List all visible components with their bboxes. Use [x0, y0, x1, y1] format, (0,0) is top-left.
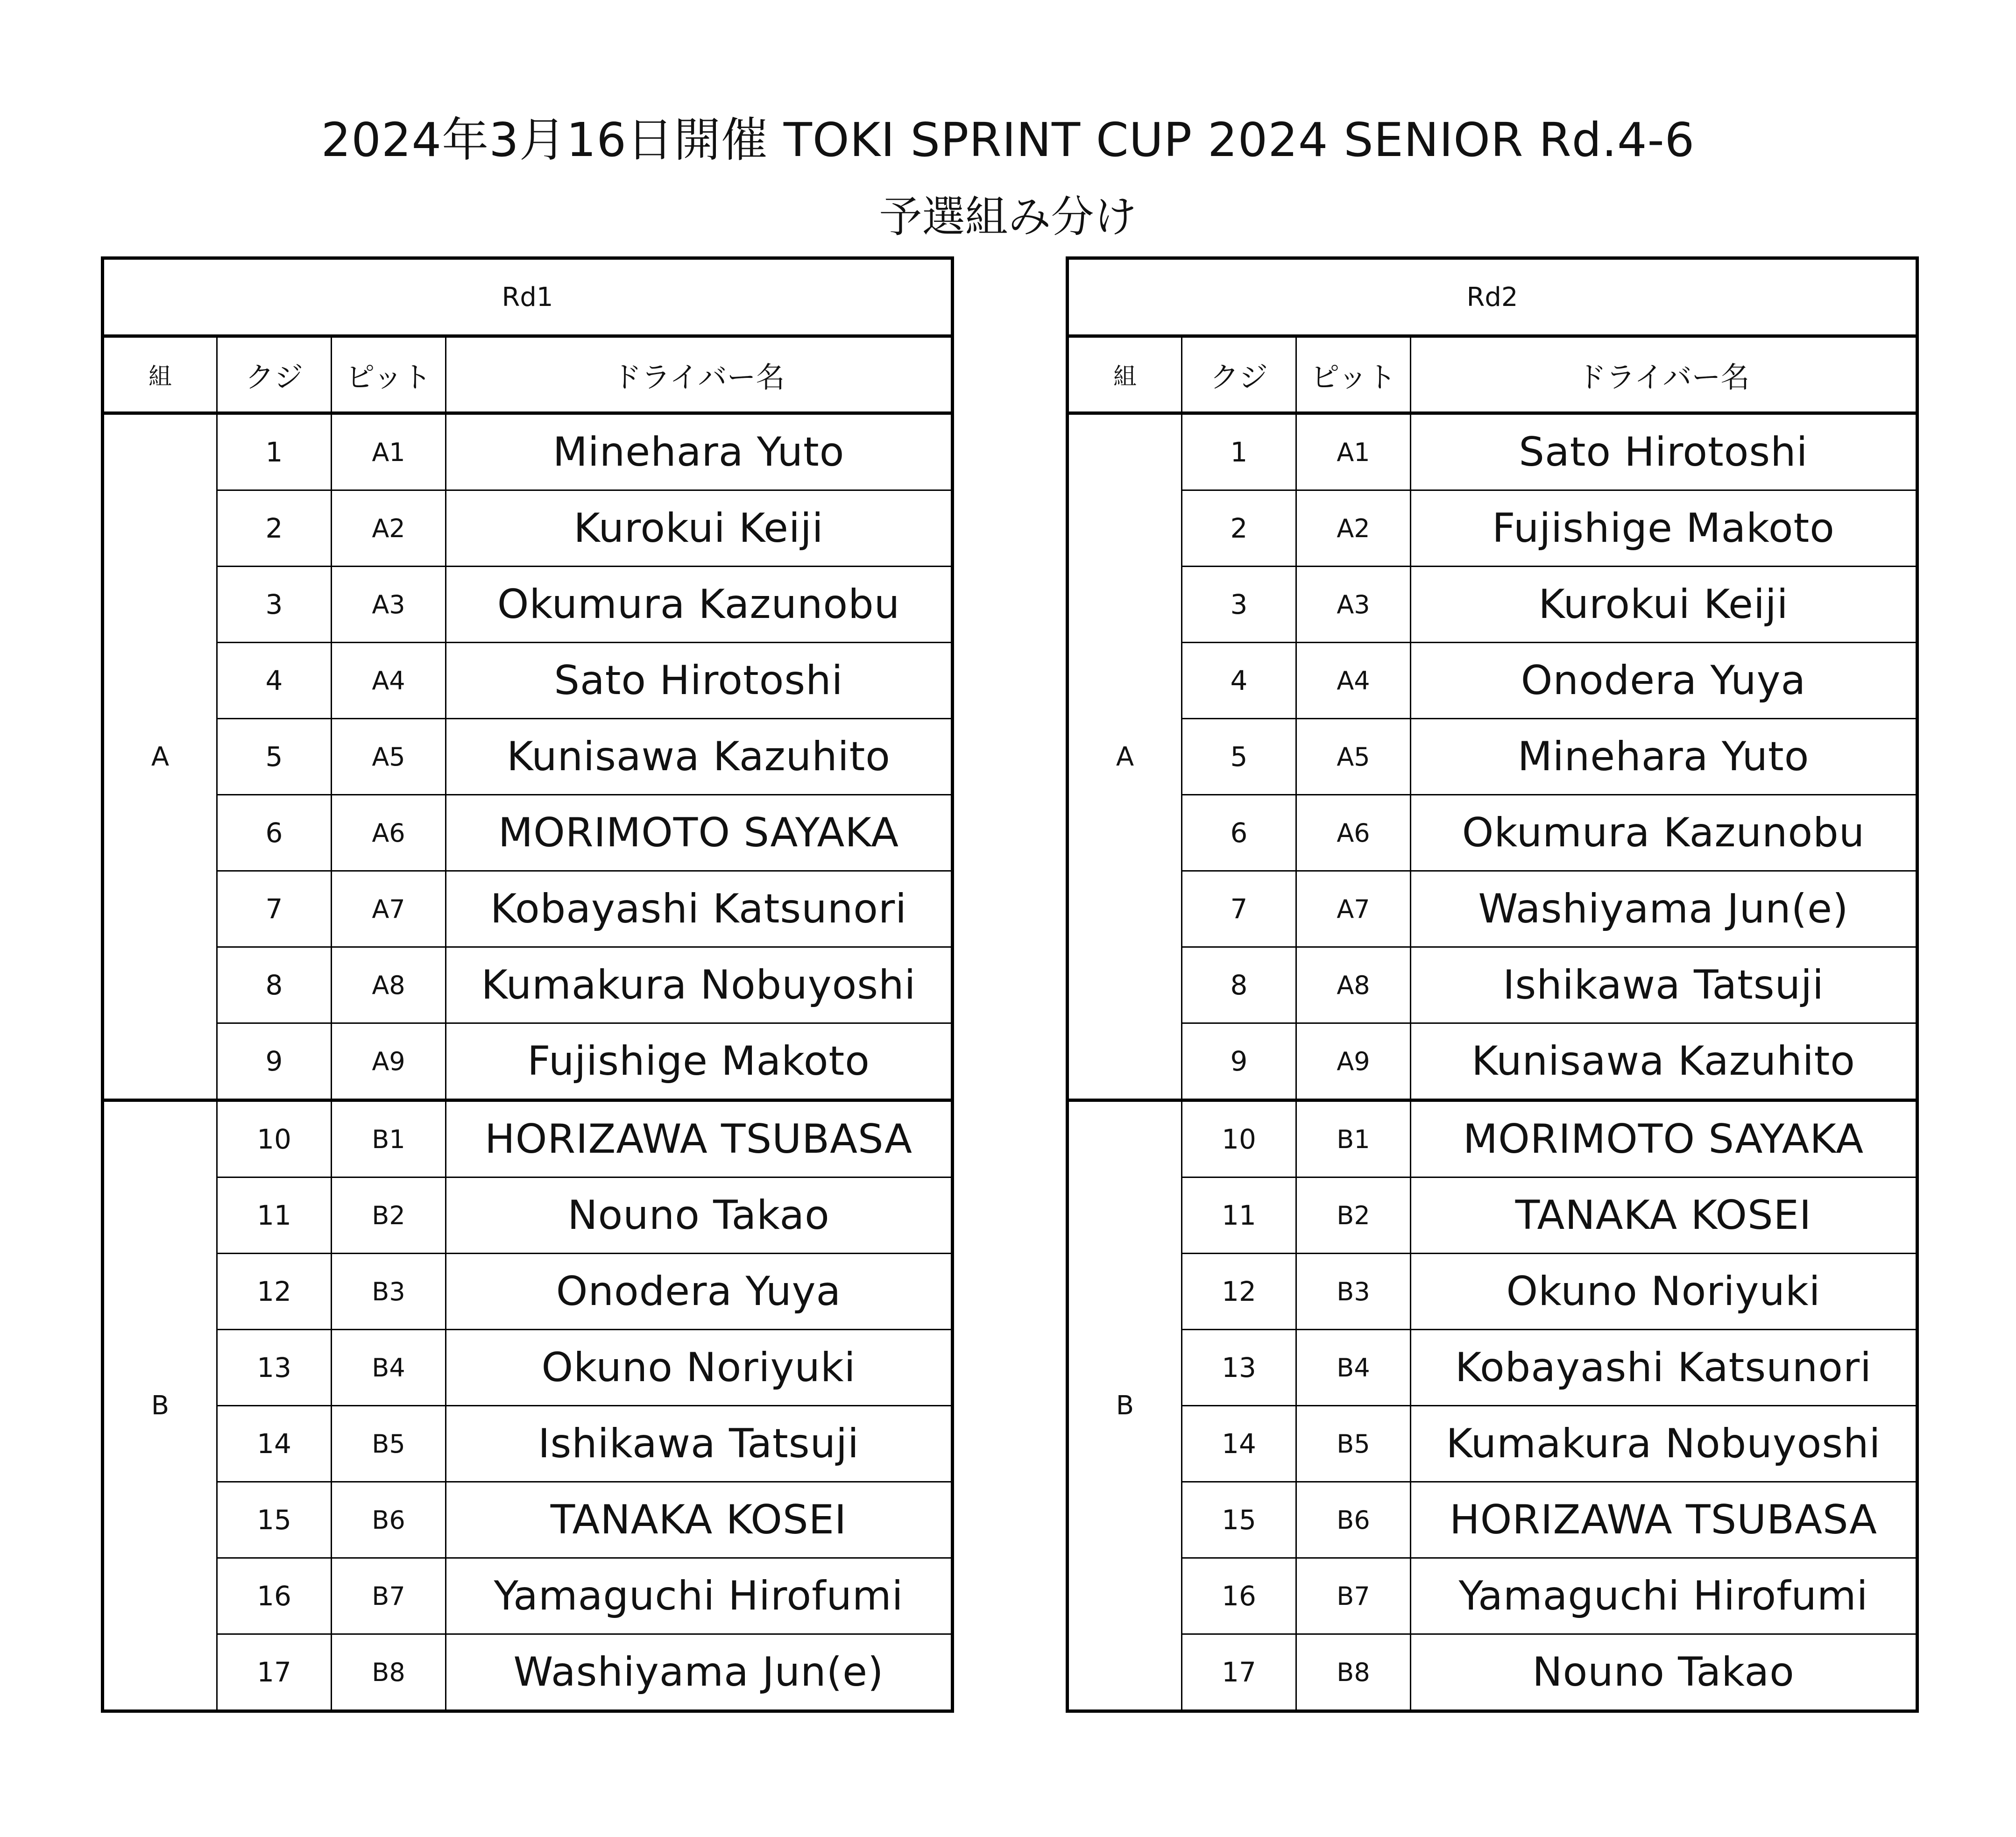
- table-row: [103, 1406, 953, 1482]
- pit-cell: A5: [1296, 719, 1411, 795]
- group-label: A: [103, 413, 217, 1100]
- driver-name-cell: Nouno Takao: [446, 1177, 953, 1254]
- kuji-cell: 10: [217, 1100, 332, 1177]
- driver-name-cell: Okuno Noriyuki: [1411, 1254, 1917, 1330]
- column-header-row: [1068, 336, 1917, 413]
- kuji-cell: 11: [217, 1177, 332, 1254]
- driver-name-cell: Fujishige Makoto: [1411, 490, 1917, 567]
- pit-cell: A7: [332, 871, 446, 947]
- table-row: [103, 947, 953, 1023]
- kuji-cell: 7: [1182, 871, 1296, 947]
- driver-name-cell: Minehara Yuto: [446, 413, 953, 490]
- table-row: [103, 567, 953, 643]
- kuji-cell: 14: [217, 1406, 332, 1482]
- kuji-cell: 17: [217, 1634, 332, 1711]
- table-row: [1068, 795, 1917, 871]
- pit-cell: B4: [1296, 1330, 1411, 1406]
- pit-cell: A4: [332, 643, 446, 719]
- pit-cell: B4: [332, 1330, 446, 1406]
- pit-cell: A6: [332, 795, 446, 871]
- table-row: [103, 1023, 953, 1100]
- kuji-cell: 6: [217, 795, 332, 871]
- table-row: [103, 1634, 953, 1711]
- round-header-row: [1068, 258, 1917, 336]
- table-row: [1068, 1023, 1917, 1100]
- pit-cell: B5: [332, 1406, 446, 1482]
- driver-name-cell: TANAKA KOSEI: [1411, 1177, 1917, 1254]
- driver-name-cell: Washiyama Jun(e): [1411, 871, 1917, 947]
- pit-cell: A3: [332, 567, 446, 643]
- table-row: [103, 1100, 953, 1177]
- kuji-cell: 16: [217, 1558, 332, 1634]
- kuji-cell: 9: [1182, 1023, 1296, 1100]
- kuji-cell: 1: [217, 413, 332, 490]
- kuji-cell: 10: [1182, 1100, 1296, 1177]
- pit-cell: B2: [1296, 1177, 1411, 1254]
- table-row: [1068, 1254, 1917, 1330]
- driver-name-cell: Kunisawa Kazuhito: [1411, 1023, 1917, 1100]
- page-title: 2024年3月16日開催 TOKI SPRINT CUP 2024 SENIOR Rd.4-6: [321, 113, 1695, 167]
- table-row: [1068, 643, 1917, 719]
- kuji-cell: 13: [1182, 1330, 1296, 1406]
- table-row: [103, 719, 953, 795]
- table-row: [103, 1254, 953, 1330]
- column-header-kuji: クジ: [1182, 336, 1296, 413]
- kuji-cell: 8: [1182, 947, 1296, 1023]
- pit-cell: A2: [1296, 490, 1411, 567]
- table-row: [103, 795, 953, 871]
- driver-name-cell: HORIZAWA TSUBASA: [446, 1100, 953, 1177]
- kuji-cell: 9: [217, 1023, 332, 1100]
- driver-name-cell: Okumura Kazunobu: [1411, 795, 1917, 871]
- pit-cell: A2: [332, 490, 446, 567]
- pit-cell: B7: [332, 1558, 446, 1634]
- driver-name-cell: Minehara Yuto: [1411, 719, 1917, 795]
- column-header-row: [103, 336, 953, 413]
- pit-cell: B7: [1296, 1558, 1411, 1634]
- driver-name-cell: Kobayashi Katsunori: [446, 871, 953, 947]
- driver-name-cell: Ishikawa Tatsuji: [1411, 947, 1917, 1023]
- column-header-driver: ドライバー名: [1411, 336, 1917, 413]
- table-row: [1068, 1634, 1917, 1711]
- kuji-cell: 4: [1182, 643, 1296, 719]
- table-row: [103, 413, 953, 490]
- pit-cell: A4: [1296, 643, 1411, 719]
- pit-cell: A1: [1296, 413, 1411, 490]
- round-table-rd1: [101, 256, 954, 1713]
- group-label: B: [103, 1100, 217, 1711]
- kuji-cell: 13: [217, 1330, 332, 1406]
- round-header-row: [103, 258, 953, 336]
- driver-name-cell: Okumura Kazunobu: [446, 567, 953, 643]
- kuji-cell: 14: [1182, 1406, 1296, 1482]
- pit-cell: B1: [332, 1100, 446, 1177]
- column-header-group: 組: [1068, 336, 1182, 413]
- table-row: [103, 871, 953, 947]
- table-row: [1068, 1406, 1917, 1482]
- driver-name-cell: Yamaguchi Hirofumi: [1411, 1558, 1917, 1634]
- column-header-pit: ピット: [332, 336, 446, 413]
- column-header-kuji: クジ: [217, 336, 332, 413]
- kuji-cell: 6: [1182, 795, 1296, 871]
- kuji-cell: 2: [217, 490, 332, 567]
- pit-cell: B3: [332, 1254, 446, 1330]
- pit-cell: A3: [1296, 567, 1411, 643]
- driver-name-cell: Washiyama Jun(e): [446, 1634, 953, 1711]
- table-row: [1068, 567, 1917, 643]
- driver-name-cell: Yamaguchi Hirofumi: [446, 1558, 953, 1634]
- table-row: [1068, 719, 1917, 795]
- pit-cell: A5: [332, 719, 446, 795]
- driver-name-cell: Kunisawa Kazuhito: [446, 719, 953, 795]
- driver-name-cell: Okuno Noriyuki: [446, 1330, 953, 1406]
- driver-name-cell: Kobayashi Katsunori: [1411, 1330, 1917, 1406]
- table-row: [103, 1482, 953, 1558]
- round-label: Rd1: [103, 258, 953, 336]
- kuji-cell: 3: [217, 567, 332, 643]
- pit-cell: B3: [1296, 1254, 1411, 1330]
- table-row: [1068, 947, 1917, 1023]
- driver-name-cell: Nouno Takao: [1411, 1634, 1917, 1711]
- pit-cell: B6: [332, 1482, 446, 1558]
- table-row: [1068, 1558, 1917, 1634]
- kuji-cell: 16: [1182, 1558, 1296, 1634]
- kuji-cell: 15: [1182, 1482, 1296, 1558]
- table-row: [1068, 490, 1917, 567]
- driver-name-cell: Kumakura Nobuyoshi: [1411, 1406, 1917, 1482]
- group-label: A: [1068, 413, 1182, 1100]
- pit-cell: A9: [332, 1023, 446, 1100]
- kuji-cell: 12: [1182, 1254, 1296, 1330]
- column-header-group: 組: [103, 336, 217, 413]
- driver-name-cell: MORIMOTO SAYAKA: [446, 795, 953, 871]
- driver-name-cell: Kurokui Keiji: [446, 490, 953, 567]
- group-label: B: [1068, 1100, 1182, 1711]
- pit-cell: B2: [332, 1177, 446, 1254]
- table-row: [1068, 413, 1917, 490]
- driver-name-cell: Sato Hirotoshi: [1411, 413, 1917, 490]
- pit-cell: B1: [1296, 1100, 1411, 1177]
- table-row: [103, 490, 953, 567]
- table-row: [103, 1330, 953, 1406]
- driver-name-cell: Onodera Yuya: [1411, 643, 1917, 719]
- column-header-pit: ピット: [1296, 336, 1411, 413]
- table-row: [103, 643, 953, 719]
- table-row: [1068, 1482, 1917, 1558]
- pit-cell: A6: [1296, 795, 1411, 871]
- driver-name-cell: HORIZAWA TSUBASA: [1411, 1482, 1917, 1558]
- kuji-cell: 7: [217, 871, 332, 947]
- column-header-driver: ドライバー名: [446, 336, 953, 413]
- driver-name-cell: Kumakura Nobuyoshi: [446, 947, 953, 1023]
- pit-cell: A8: [1296, 947, 1411, 1023]
- driver-name-cell: MORIMOTO SAYAKA: [1411, 1100, 1917, 1177]
- pit-cell: A8: [332, 947, 446, 1023]
- pit-cell: B8: [1296, 1634, 1411, 1711]
- kuji-cell: 2: [1182, 490, 1296, 567]
- pit-cell: B6: [1296, 1482, 1411, 1558]
- pit-cell: A7: [1296, 871, 1411, 947]
- pit-cell: B5: [1296, 1406, 1411, 1482]
- table-row: [1068, 1330, 1917, 1406]
- kuji-cell: 15: [217, 1482, 332, 1558]
- driver-name-cell: Sato Hirotoshi: [446, 643, 953, 719]
- kuji-cell: 5: [1182, 719, 1296, 795]
- kuji-cell: 8: [217, 947, 332, 1023]
- round-label: Rd2: [1068, 258, 1917, 336]
- table-row: [1068, 1177, 1917, 1254]
- driver-name-cell: Kurokui Keiji: [1411, 567, 1917, 643]
- kuji-cell: 12: [217, 1254, 332, 1330]
- pit-cell: A1: [332, 413, 446, 490]
- kuji-cell: 4: [217, 643, 332, 719]
- kuji-cell: 1: [1182, 413, 1296, 490]
- pit-cell: B8: [332, 1634, 446, 1711]
- kuji-cell: 17: [1182, 1634, 1296, 1711]
- driver-name-cell: Ishikawa Tatsuji: [446, 1406, 953, 1482]
- kuji-cell: 3: [1182, 567, 1296, 643]
- table-row: [103, 1558, 953, 1634]
- table-row: [1068, 1100, 1917, 1177]
- page-subtitle: 予選組み分け: [879, 192, 1137, 242]
- kuji-cell: 5: [217, 719, 332, 795]
- pit-cell: A9: [1296, 1023, 1411, 1100]
- kuji-cell: 11: [1182, 1177, 1296, 1254]
- driver-name-cell: Fujishige Makoto: [446, 1023, 953, 1100]
- driver-name-cell: Onodera Yuya: [446, 1254, 953, 1330]
- table-row: [1068, 871, 1917, 947]
- round-table-rd2: [1066, 256, 1919, 1713]
- table-row: [103, 1177, 953, 1254]
- driver-name-cell: TANAKA KOSEI: [446, 1482, 953, 1558]
